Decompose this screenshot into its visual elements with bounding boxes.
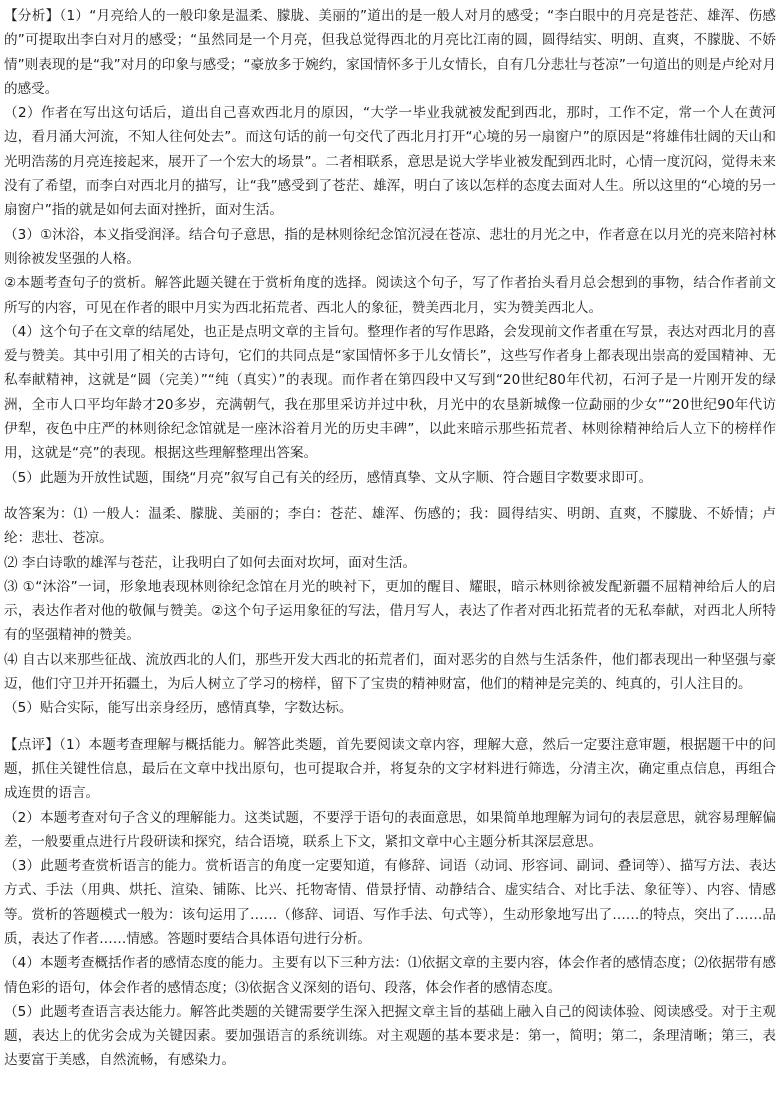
comment-paragraph-5: （5）此题考查语言表达能力。解答此类题的关键需要学生深入把握文章主旨的基础上融入自己的阅读体验、阅读感受。对于主观题，表达上的优劣会成为关键因素。要加强语言的系统训练。对主观题的基本要求是：第一，简明；第二，条理清晰；第三，表达要富于美感，自然流畅，有感染力。 (4, 1003, 776, 1069)
section-gap (4, 490, 776, 502)
comment-paragraph-4: （4）本题考查概括作者的感情态度的能力。主要有以下三种方法：⑴依据文章的主要内容，体会作者的感情态度；⑵依据带有感情色彩的语句，体会作者的感情态度；⑶依据含义深刻的语句、段落，体会作者的感情态度。 (4, 955, 776, 996)
comment-paragraph-1: 【点评】（1）本题考查理解与概括能力。解答此类题，首先要阅读文章内容，理解大意，然后一定要注意审题，根据题干中的问题，抓住关键性信息，最后在文章中找出原句，也可提取合并，将复杂的文字材料进行筛选，分清主次，确定重点信息，再组合成连贯的语言。 (4, 736, 776, 802)
analysis-paragraph-2: （2）作者在写出这句话后，道出自己喜欢西北月的原因，“大学一毕业我就被发配到西北，那时，工作不定，常一个人在黄河边，看月涌大河流，不知人往何处去”。而这句话的前一句交代了西北月打开“心境的另一扇窗户”的原因是“将雄伟壮阔的天山和光明浩荡的月亮连接起来，展开了一个宏大的场景”。二者相联系，意思是说大学毕业被发配到西北时，心情一度沉闷，觉得未来没有了希望，而李白对西北月的描写，让“我”感受到了苍茫、雄浑，明白了该以怎样的态度去面对人生。所以这里的“心境的另一扇窗户”指的就是如何去面对挫折，面对生活。 (4, 105, 776, 219)
answer-paragraph-1: 故答案为：⑴ 一般人：温柔、朦胧、美丽的；李白：苍茫、雄浑、伤感的；我：圆得结实、明朗、直爽，不朦胧、不娇情；卢纶：悲壮、苍凉。 (4, 505, 776, 547)
comment-paragraph-3: （3）此题考查赏析语言的能力。赏析语言的角度一定要知道，有修辞、词语（动词、形容词、副词、叠词等）、描写方法、表达方式、手法（用典、烘托、渲染、铺陈、比兴、托物寄情、借景抒情、动静结合、虚实结合、对比手法、象征等）、内容、情感等。赏析的答题模式一般为：该句运用了……（修辞、词语、写作手法、句式等），生动形象地写出了……的特点，突出了……品质，表达了作者……情感。答题时要结合具体语句进行分析。 (4, 858, 776, 947)
analysis-paragraph-3: （3）①沐浴，本义指受润泽。结合句子意思，指的是林则徐纪念馆沉浸在苍凉、悲壮的月光之中，作者意在以月光的亮来陪衬林则徐被发坚强的人格。 (4, 226, 776, 267)
analysis-paragraph-4: ②本题考查句子的赏析。解答此题关键在于赏析角度的选择。阅读这个句子，写了作者抬头看月总会想到的事物，结合作者前文所写的内容，可见在作者的眼中月实为西北拓荒者、西北人的象征，赞美西北月，实为赞美西北人。 (4, 275, 776, 316)
answer-paragraph-5: （5）贴合实际，能写出亲身经历，感情真挚，字数达标。 (4, 700, 353, 717)
answer-paragraph-3: ⑶ ①“沐浴”一词，形象地表现林则徐纪念馆在月光的映衬下，更加的醒目、耀眼，暗示林则徐被发配新疆不屈精神给后人的启示，表达作者对他的敬佩与赞美。②这个句子运用象征的写法，借月写人，表达了作者对西北拓荒者的无私奉献，对西北人所特有的坚强精神的赞美。 (4, 578, 776, 644)
section-gap (4, 721, 776, 733)
analysis-paragraph-5: （4）这个句子在文章的结尾处，也正是点明文章的主旨句。整理作者的写作思路，会发现前文作者重在写景，表达对西北月的喜爱与赞美。其中引用了相关的古诗句，它们的共同点是“家国情怀多于儿女情长”，这些写作者身上都表现出崇高的爱国精神、无私奉献精神，这就是“圆（完美）”“纯（真实）”的表现。而作者在第四段中又写到“20世纪80年代初，石河子是一片刚开发的绿洲，全市人口平均年龄才20多岁，充满朝气，我在那里采访并过中秋，月光中的农垦新城像一位勐丽的少女”“20世纪90年代访伊犁，夜色中庄严的林则徐纪念馆就是一座沐浴着月光的历史丰碑”，以此来暗示那些拓荒者、林则徐精神给后人立下的榜样作用，这就是“亮”的表现。根据这些理解整理出答案。 (4, 323, 776, 462)
comment-paragraph-2: （2）本题考查对句子含义的理解能力。这类试题，不要浮于语句的表面意思，如果简单地理解为词句的表层意思，就容易理解偏差，一般要重点进行片段研读和探究，结合语境，联系上下文，紧扣文章中心主题分析其深层意思。 (4, 809, 776, 850)
analysis-paragraph-1: 【分析】（1）“月亮给人的一般印象是温柔、朦胧、美丽的”道出的是一般人对月的感受；“李白眼中的月亮是苍茫、雄浑、伤感的”可提取出李白对月的感受；“虽然同是一个月亮，但我总觉得西北的月亮比江南的圆，圆得结实、明朗、直爽，不朦胧、不娇情”则表现的是“我”对月的印象与感受；“豪放多于婉约，家国情怀多于儿女情长，自有几分悲壮与苍凉”一句道出的则是卢纶对月的感受。 (4, 8, 776, 97)
analysis-section (4, 4, 776, 490)
answer-section (4, 502, 776, 721)
answer-paragraph-4: ⑷ 自古以来那些征战、流放西北的人们，那些开发大西北的拓荒者们，面对恶劣的自然与生活条件，他们都表现出一种坚强与豪迈，他们守卫并开拓疆土，为后人树立了学习的榜样，留下了宝贵的精神财富，他们的精神是完美的、纯真的，引人注目的。 (4, 651, 776, 693)
answer-paragraph-2: ⑵ 李白诗歌的雄浑与苍茫，让我明白了如何去面对坎坷，面对生活。 (4, 554, 417, 571)
comment-section (4, 733, 776, 1073)
analysis-paragraph-6: （5）此题为开放性试题，围绕“月亮”叙写自己有关的经历，感情真挚、文从字顺、符合题目字数要求即可。 (4, 469, 653, 486)
